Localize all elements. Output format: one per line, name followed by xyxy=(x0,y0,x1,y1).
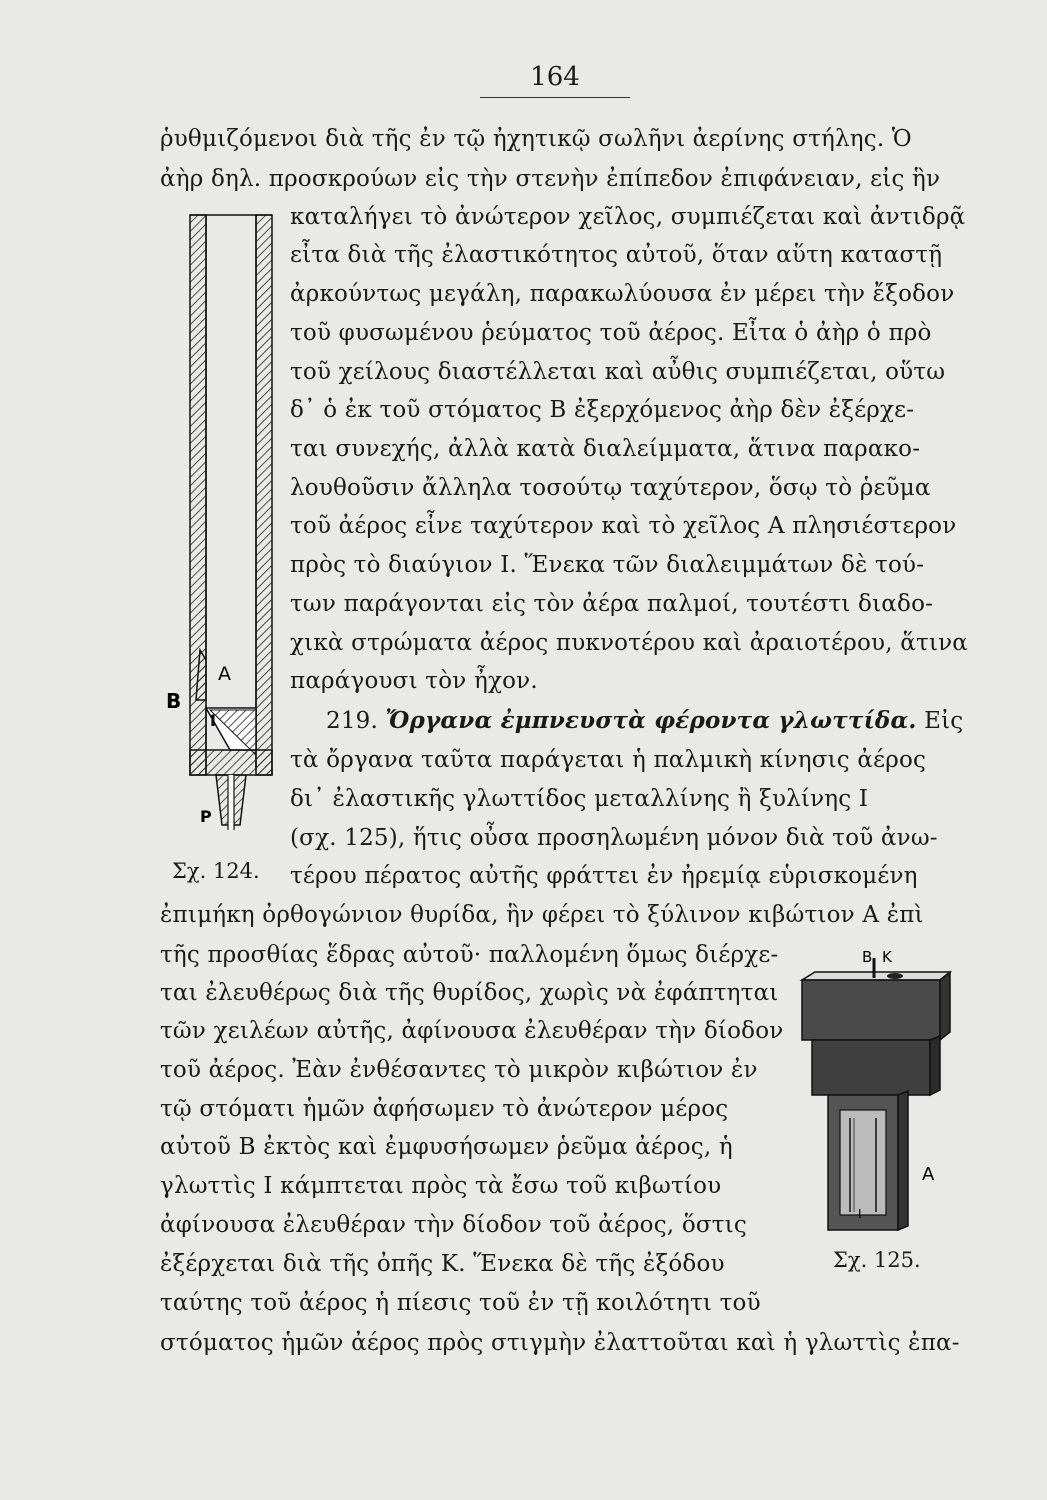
text-line: εἶτα διὰ τῆς ἐλαστικότητος αὐτοῦ, ὅταν αὕτη καταστῇ xyxy=(290,242,943,268)
text-line: ἐξέρχεται διὰ τῆς ὀπῆς Κ. Ἕνεκα δὲ τῆς ἐξόδου xyxy=(160,1251,725,1277)
text-line: τῶν χειλέων αὐτῆς, ἀφίνουσα ἐλευθέραν τὴν δίοδον xyxy=(160,1018,784,1044)
figure-125-caption: Σχ. 125. xyxy=(833,1248,921,1272)
figure-125-reed-box xyxy=(790,950,970,1240)
text-line: τοῦ ἀέρος. Ἐὰν ἐνθέσαντες τὸ μικρὸν κιβώτιον ἐν xyxy=(160,1057,758,1083)
text-line: τοῦ φυσωμένου ῥεύματος τοῦ ἀέρος. Εἶτα ὁ ἀὴρ ὁ πρὸ xyxy=(290,320,932,346)
text-line: λουθοῦσιν ἄλληλα τοσούτῳ ταχύτερον, ὅσῳ τὸ ῥεῦμα xyxy=(290,475,931,501)
header-rule xyxy=(480,97,630,98)
text-line: ῥυθμιζόμενοι διὰ τῆς ἐν τῷ ἠχητικῷ σωλῆνι ἀερίνης στήλης. Ὁ xyxy=(160,126,912,152)
text-line: (σχ. 125), ἥτις οὖσα προσηλωμένη μόνον διὰ τοῦ ἀνω- xyxy=(290,825,938,851)
figure-124-caption: Σχ. 124. xyxy=(172,859,260,883)
text-line: αὐτοῦ Β ἐκτὸς καὶ ἐμφυσήσωμεν ῥεῦμα ἀέρος, ἡ xyxy=(160,1134,733,1160)
text-line: ἀφίνουσα ἐλευθέραν τὴν δίοδον τοῦ ἀέρος, ὅστις xyxy=(160,1212,747,1238)
text-line: καταλήγει τὸ ἀνώτερον χεῖλος, συμπιέζεται καὶ ἀντιδρᾷ xyxy=(290,204,966,230)
figure-125-label-b: B xyxy=(862,950,873,966)
figure-124-label-b: B xyxy=(166,689,182,713)
page-number: 164 xyxy=(530,62,580,92)
text-line: ἀρκούντως μεγάλη, παρακωλύουσα ἐν μέρει τὴν ἔξοδον xyxy=(290,281,955,307)
text-line: των παράγονται εἰς τὸν ἀέρα παλμοί, τουτέστι διαδο- xyxy=(290,591,934,617)
text-line: πρὸς τὸ διαύγιον Ι. Ἕνεκα τῶν διαλειμμάτων δὲ τού- xyxy=(290,552,925,578)
text-line: τῆς προσθίας ἕδρας αὐτοῦ· παλλομένη ὅμως διέρχε- xyxy=(160,942,779,968)
figure-124-organ-pipe xyxy=(160,210,290,860)
figure-125-label-a: A xyxy=(922,1164,935,1185)
text-line: δ᾽ ὁ ἐκ τοῦ στόματος Β ἐξερχόμενος ἀὴρ δὲν ἐξέρχε- xyxy=(290,397,915,423)
text-line: τοῦ χείλους διαστέλλεται καὶ αὖθις συμπιέζεται, οὕτω xyxy=(290,359,946,385)
text-line: τοῦ ἀέρος εἶνε ταχύτερον καὶ τὸ χεῖλος Α πλησιέστερον xyxy=(290,513,957,539)
section-heading-rest: Εἰς xyxy=(924,708,964,734)
text-line: γλωττὶς Ι κάμπτεται πρὸς τὰ ἔσω τοῦ κιβωτίου xyxy=(160,1173,722,1199)
text-line: ταύτης τοῦ ἀέρος ἡ πίεσις τοῦ ἐν τῇ κοιλότητι τοῦ xyxy=(160,1290,761,1316)
figure-125-label-k: K xyxy=(882,950,892,966)
figure-124-label-a: A xyxy=(218,663,231,685)
text-line: στόματος ἡμῶν ἀέρος πρὸς στιγμὴν ἐλαττοῦται καὶ ἡ γλωττὶς ἐπα- xyxy=(160,1330,960,1356)
figure-125-label-i: I xyxy=(858,1207,862,1221)
text-line: δι᾽ ἐλαστικῆς γλωττίδος μεταλλίνης ἢ ξυλίνης Ι xyxy=(290,786,869,812)
figure-124-label-i: I xyxy=(210,711,216,730)
section-heading xyxy=(326,706,964,736)
text-line: τὰ ὄργανα ταῦτα παράγεται ἡ παλμικὴ κίνησις ἀέρος xyxy=(290,747,927,773)
section-number: 219. xyxy=(326,708,379,734)
text-line: τῷ στόματι ἡμῶν ἀφήσωμεν τὸ ἀνώτερον μέρος xyxy=(160,1096,729,1122)
figure-124-label-p: P xyxy=(200,807,212,826)
text-line: χικὰ στρώματα ἀέρος πυκνοτέρου καὶ ἀραιοτέρου, ἅτινα xyxy=(290,630,969,656)
text-line: ται συνεχής, ἀλλὰ κατὰ διαλείμματα, ἅτινα παρακο- xyxy=(290,436,921,462)
text-line: ται ἐλευθέρως διὰ τῆς θυρίδος, χωρὶς νὰ ἐφάπτηται xyxy=(160,980,779,1006)
text-line: τέρου πέρατος αὐτῆς φράττει ἐν ἠρεμίᾳ εὑρισκομένη xyxy=(290,863,918,889)
text-line: ἀὴρ δηλ. προσκρούων εἰς τὴν στενὴν ἐπίπεδον ἐπιφάνειαν, εἰς ἣν xyxy=(160,166,941,192)
text-line: παράγουσι τὸν ἦχον. xyxy=(290,668,538,694)
section-title: Ὄργανα ἐμπνευστὰ φέροντα γλωττίδα. xyxy=(385,707,917,734)
text-line: ἐπιμήκη ὀρθογώνιον θυρίδα, ἣν φέρει τὸ ξύλινον κιβώτιον Α ἐπὶ xyxy=(160,902,924,928)
